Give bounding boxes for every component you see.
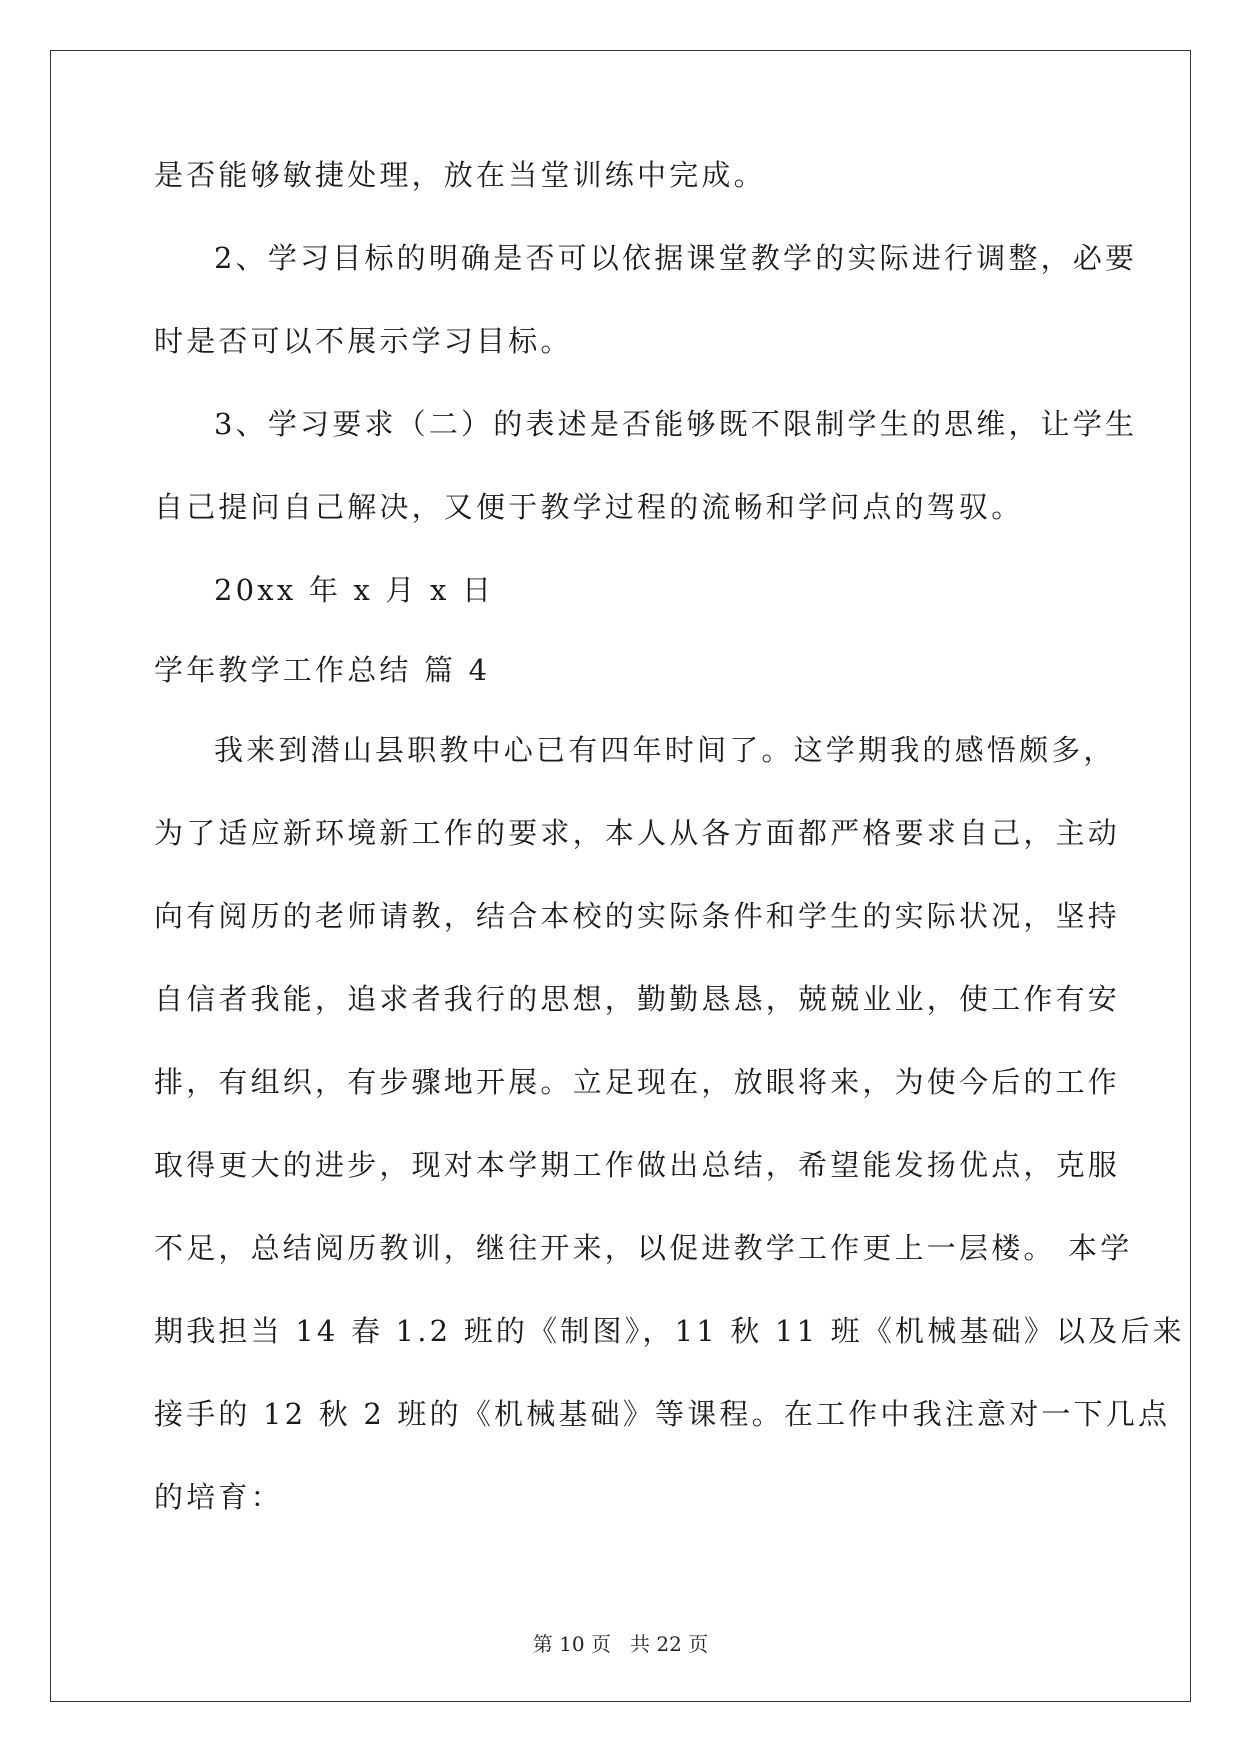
document-body [154,158,1185,1565]
text-line: 向有阅历的老师请教，结合本校的实际条件和学生的实际状况，坚持 [154,899,1121,933]
text-line: 为了适应新环境新工作的要求，本人从各方面都严格要求自己，主动 [154,816,1121,850]
text-line: 的培育： [154,1480,283,1514]
section-heading: 学年教学工作总结 篇 4 [154,653,491,687]
text-line: 自信者我能，追求者我行的思想，勤勤恳恳，兢兢业业，使工作有安 [154,982,1121,1016]
text-line: 是否能够敏捷处理，放在当堂训练中完成。 [154,158,766,192]
text-line: 期我担当 14 春 1.2 班的《制图》，11 秋 11 班《机械基础》以及后来 [154,1314,1185,1348]
text-line: 排，有组织，有步骤地开展。立足现在，放眼将来，为使今后的工作 [154,1065,1121,1099]
text-line: 不足，总结阅历教训，继往开来，以促进教学工作更上一层楼。 本学 [154,1231,1133,1265]
text-line: 我来到潜山县职教中心已有四年时间了。这学期我的感悟颇多， [214,733,1116,767]
text-line: 自己提问自己解决，又便于教学过程的流畅和学问点的驾驭。 [154,490,1024,524]
text-line: 时是否可以不展示学习目标。 [154,324,573,358]
page-number-footer: 第 10 页 共 22 页 [532,1632,709,1656]
date-line: 20xx 年 x 月 x 日 [214,573,495,607]
text-line: 取得更大的进步，现对本学期工作做出总结，希望能发扬优点，克服 [154,1148,1121,1182]
text-line: 2、学习目标的明确是否可以依据课堂教学的实际进行调整，必要 [214,241,1138,275]
text-line: 3、学习要求（二）的表述是否能够既不限制学生的思维，让学生 [214,407,1138,441]
text-line: 接手的 12 秋 2 班的《机械基础》等课程。在工作中我注意对一下几点 [154,1397,1171,1431]
